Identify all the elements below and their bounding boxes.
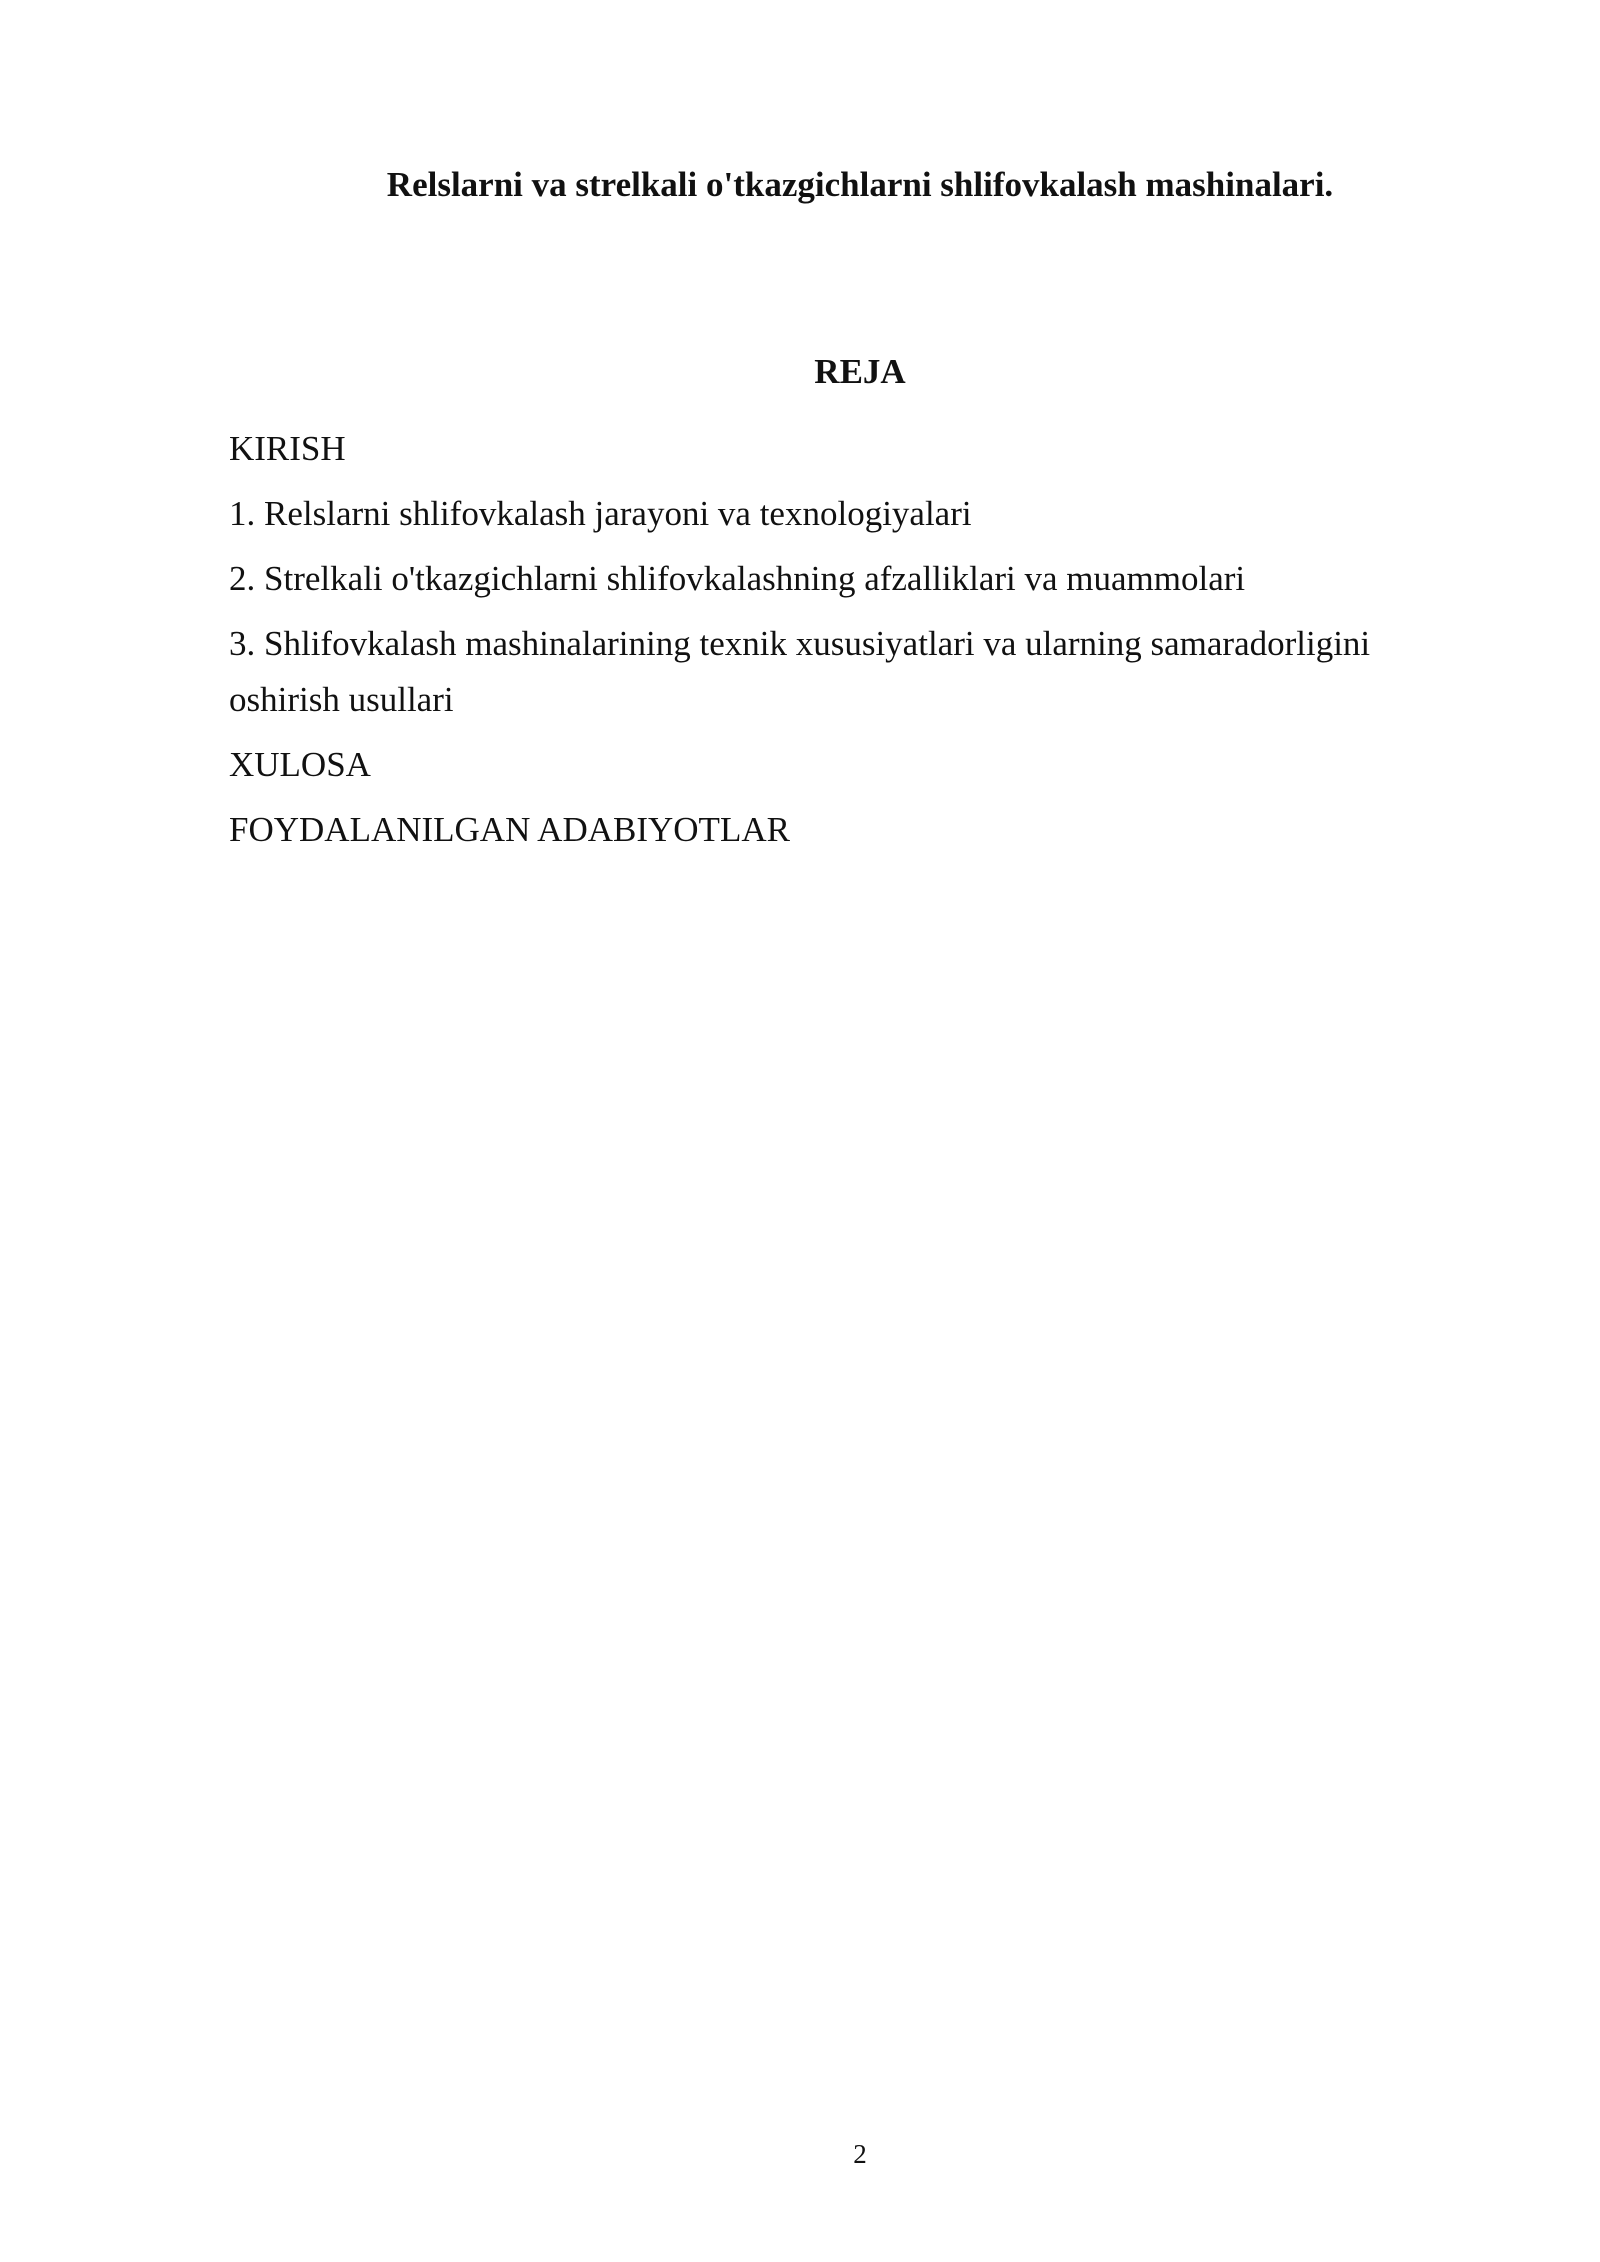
plan-list <box>229 421 1471 867</box>
document-title: Relslarni va strelkali o'tkazgichlarni shlifovkalash mashinalari. <box>386 165 1334 204</box>
plan-heading: REJA <box>814 352 906 391</box>
plan-item-introduction: KIRISH <box>229 429 346 468</box>
plan-item-conclusion: XULOSA <box>229 745 371 784</box>
page-number: 2 <box>853 2139 867 2169</box>
plan-item-references: FOYDALANILGAN ADABIYOTLAR <box>229 810 790 849</box>
plan-item-2: 2. Strelkali o'tkazgichlarni shlifovkalashning afzalliklari va muammolari <box>229 559 1246 598</box>
plan-item-1: 1. Relslarni shlifovkalash jarayoni va texnologiyalari <box>229 494 972 533</box>
plan-item-3: 3. Shlifovkalash mashinalarining texnik xususiyatlari va ularning samaradorligini oshirish usullari <box>229 624 1371 719</box>
